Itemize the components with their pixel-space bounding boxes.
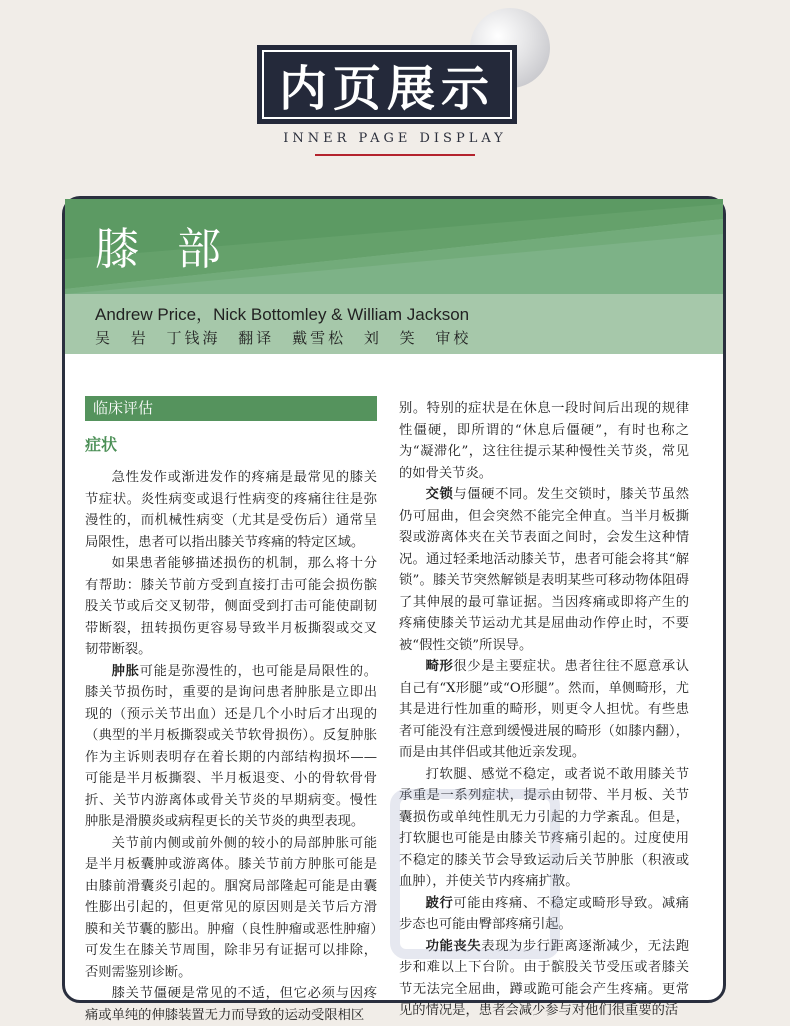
paragraph bbox=[85, 553, 377, 661]
page-title-box bbox=[257, 45, 517, 124]
chapter-title: 膝部 bbox=[95, 224, 259, 275]
paragraph-text: 打软腿、感觉不稳定，或者说不敢用膝关节承重是一系列症状，提示由韧带、半月板、关节囊损伤或单纯性肌无力引起的力学紊乱。但是，打软腿也可能是由膝关节疼痛引起的。过度使用不稳定的膝关节会导致运动后关节肿胀（积液或血肿），并使关节内疼痛扩散。 bbox=[399, 766, 689, 889]
paragraph-lead-term: 畸形 bbox=[425, 659, 454, 674]
paragraph bbox=[85, 467, 377, 553]
section-heading: 临床评估 bbox=[85, 396, 377, 421]
paragraph bbox=[399, 764, 689, 893]
paragraph-text: 别。特别的症状是在休息一段时间后出现的规律性僵硬，即所谓的“休息后僵硬”，有时也称之为“凝滞化”，这往往提示某种慢性关节炎，常见的如骨关节炎。 bbox=[399, 401, 689, 481]
subsection-heading: 症状 bbox=[85, 435, 118, 454]
paragraph bbox=[399, 893, 689, 936]
page-title: 内页展示 bbox=[278, 61, 495, 117]
paragraph-text: 膝关节僵硬是常见的不适，但它必须与因疼痛或单纯的伸膝装置无力而导致的运动受限相区 bbox=[85, 986, 377, 1023]
paragraph-text: 关节前内侧或前外侧的较小的局部肿胀可能是半月板囊肿或游离体。膝关节前方肿胀可能是由膝前滑囊炎引起的。腘窝局部隆起可能是由囊性膨出引起的，但更常见的原因则是关节后方滑膜和关节囊的膨出。肿瘤（良性肿瘤或恶性肿瘤）可发生在膝关节周围，除非另有证据可以排除，否则需鉴别诊断。 bbox=[85, 835, 377, 980]
paragraph bbox=[399, 398, 689, 484]
left-column bbox=[85, 396, 377, 1026]
page-subtitle: INNER PAGE DISPLAY bbox=[283, 131, 507, 146]
title-underline bbox=[315, 154, 475, 156]
paragraph bbox=[399, 656, 689, 764]
paragraph-lead-term: 肿胀 bbox=[111, 663, 140, 679]
left-paragraphs bbox=[85, 467, 377, 1026]
right-column bbox=[399, 398, 689, 1022]
paragraph-lead-term: 跛行 bbox=[425, 895, 454, 911]
paragraph-text: 与僵硬不同。发生交锁时，膝关节虽然仍可屈曲，但会突然不能完全伸直。当半月板撕裂或游离体夹在关节表面之间时，会发生这种情况。通过轻柔地活动膝关节，患者可能会将其“解锁”。膝关节突然解锁是表明某些可移动物体阻碍了其伸展的最可靠证据。当因疼痛或即将产生的疼痛使膝关节运动尤其是屈曲动作停止时，不要被“假性交锁”所误导。 bbox=[399, 487, 690, 653]
paragraph-lead-term: 交锁 bbox=[425, 487, 454, 502]
paragraph-text: 可能由疼痛、不稳定或畸形导致。减痛步态也可能由臀部疼痛引起。 bbox=[399, 895, 690, 932]
translators-line: 吴 岩 丁钱海 翻译 戴雪松 刘 笑 审校 bbox=[95, 329, 472, 347]
paragraph-text: 表现为步行距离逐渐减少，无法跑步和难以上下台阶。由于髌股关节受压或者膝关节无法完全屈曲，蹲或跪可能会产生疼痛。更常见的情况是，患者会减少参与对他们很重要的活 bbox=[399, 938, 690, 1018]
paragraph bbox=[85, 661, 377, 833]
paragraph bbox=[399, 484, 689, 656]
authors-line: Andrew Price，Nick Bottomley & William Jackson bbox=[95, 305, 470, 324]
paragraph-text: 很少是主要症状。患者往往不愿意承认自己有“X形腿”或“O形腿”。然而，单侧畸形，尤其是进行性加重的畸形，则更令人担忧。有些患者可能没有注意到缓慢进展的畸形（如膝内翻），而是由其伴侣或其他近亲发现。 bbox=[399, 659, 690, 760]
paragraph-lead-term: 功能丧失 bbox=[425, 938, 482, 954]
paragraph bbox=[399, 936, 689, 1022]
book-page bbox=[62, 196, 726, 1023]
right-paragraphs bbox=[399, 398, 689, 1022]
paragraph-text: 可能是弥漫性的，也可能是局限性的。膝关节损伤时，重要的是询问患者肿胀是立即出现的（预示关节出血）还是几个小时后才出现的（典型的半月板撕裂或关节软骨损伤）。反复肿胀作为主诉则表明存在着长期的内部结构损坏——可能是半月板撕裂、半月板退变、小的骨软骨骨折、关节内游离体或骨关节炎的早期病变。慢性肿胀是滑膜炎或病程更长的关节炎的典型表现。 bbox=[85, 663, 378, 829]
paragraph bbox=[85, 983, 377, 1026]
paragraph bbox=[85, 833, 377, 984]
paragraph-text: 如果患者能够描述损伤的机制，那么将十分有帮助：膝关节前方受到直接打击可能会损伤髌股关节或后交叉韧带，侧面受到打击可能使副韧带断裂，扭转损伤更容易导致半月板撕裂或交叉韧带断裂。 bbox=[85, 556, 377, 657]
paragraph-text: 急性发作或渐进发作的疼痛是最常见的膝关节症状。炎性病变或退行性病变的疼痛往往是弥漫性的，而机械性病变（尤其是受伤后）通常呈局限性，患者可以指出膝关节疼痛的特定区域。 bbox=[85, 470, 377, 550]
